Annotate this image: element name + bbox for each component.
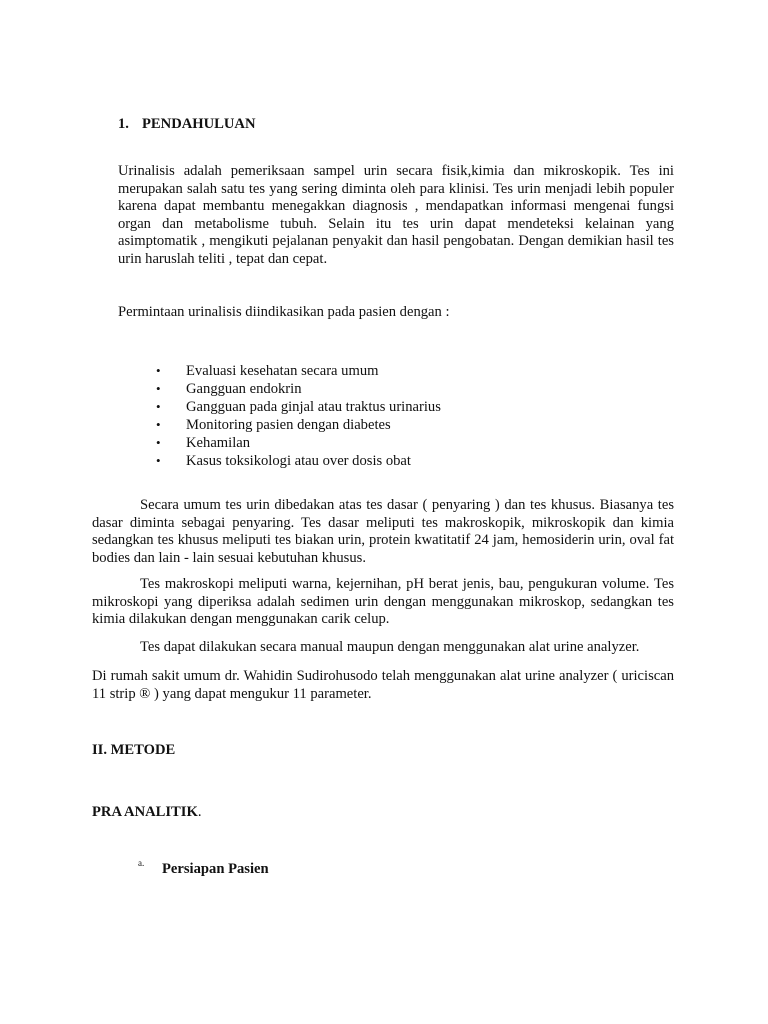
subheading-period: .: [197, 804, 202, 820]
section-heading-pendahuluan: [118, 116, 256, 133]
bullet-icon: •: [156, 417, 161, 432]
subheading-title: PRA ANALITIK: [92, 804, 198, 820]
subsection-title: Persiapan Pasien: [162, 861, 269, 877]
paragraph-macroscopic: Tes makroskopi meliputi warna, kejernihan, pH berat jenis, bau, pengukuran volume. Tes mikroskopi yang diperiksa adalah sedimen urin dengan menggunakan mikroskop, sedangkan tes kimia dilakukan dengan menggunakan carik celup.: [92, 576, 674, 628]
bullet-icon: •: [156, 453, 161, 468]
paragraph-manual-analyzer: Tes dapat dilakukan secara manual maupun dengan menggunakan alat urine analyzer.: [140, 639, 640, 655]
subheading-pra-analitik: [92, 804, 201, 821]
bullet-icon: •: [156, 435, 161, 450]
bullet-icon: •: [156, 363, 161, 378]
intro-paragraph: Urinalisis adalah pemeriksaan sampel urin secara fisik,kimia dan mikroskopik. Tes ini merupakan salah satu tes yang sering diminta oleh para klinisi. Tes urin menjadi lebih populer karena dapat membantu menegakkan diagnosis , mendapatkan informasi mengenai fungsi organ dan metabolisme tubuh. Selain itu tes urin dapat mendeteksi kelainan yang asimptomatik , mengikuti pejalanan penyakit dan hasil pengobatan. Dengan demikian hasil tes urin haruslah teliti , tepat dan cepat.: [118, 163, 674, 267]
bullet-icon: •: [156, 381, 161, 396]
bullet-icon: •: [156, 399, 161, 414]
list-item: • Evaluasi kesehatan secara umum: [156, 363, 379, 379]
section-number: 1.: [118, 116, 129, 132]
subsection-persiapan-pasien: [138, 858, 269, 878]
indication-list: [156, 362, 441, 470]
paragraph-test-types: Secara umum tes urin dibedakan atas tes dasar ( penyaring ) dan tes khusus. Biasanya tes dasar diminta sebagai penyaring. Tes dasar meliputi tes makroskopik, mikroskopik dan kimia sedangkan tes khusus meliputi tes biakan urin, protein kwatitatif 24 jam, hemosiderin urin, oval fat bodies dan lain - lain sesuai kebutuhan khusus.: [92, 497, 674, 566]
list-item: • Kasus toksikologi atau over dosis obat: [156, 453, 411, 469]
section-heading-metode: II. METODE: [92, 742, 176, 758]
request-paragraph: Permintaan urinalisis diindikasikan pada pasien dengan :: [118, 304, 450, 320]
list-item: • Gangguan endokrin: [156, 381, 302, 397]
list-item: • Kehamilan: [156, 435, 251, 451]
section-title: PENDAHULUAN: [142, 116, 256, 132]
subsection-marker: a.: [138, 858, 145, 868]
list-item: • Monitoring pasien dengan diabetes: [156, 417, 391, 433]
list-item: • Gangguan pada ginjal atau traktus urinarius: [156, 399, 441, 415]
paragraph-hospital: Di rumah sakit umum dr. Wahidin Sudirohusodo telah menggunakan alat urine analyzer ( uriciscan 11 strip ® ) yang dapat mengukur 11 parameter.: [92, 668, 674, 702]
